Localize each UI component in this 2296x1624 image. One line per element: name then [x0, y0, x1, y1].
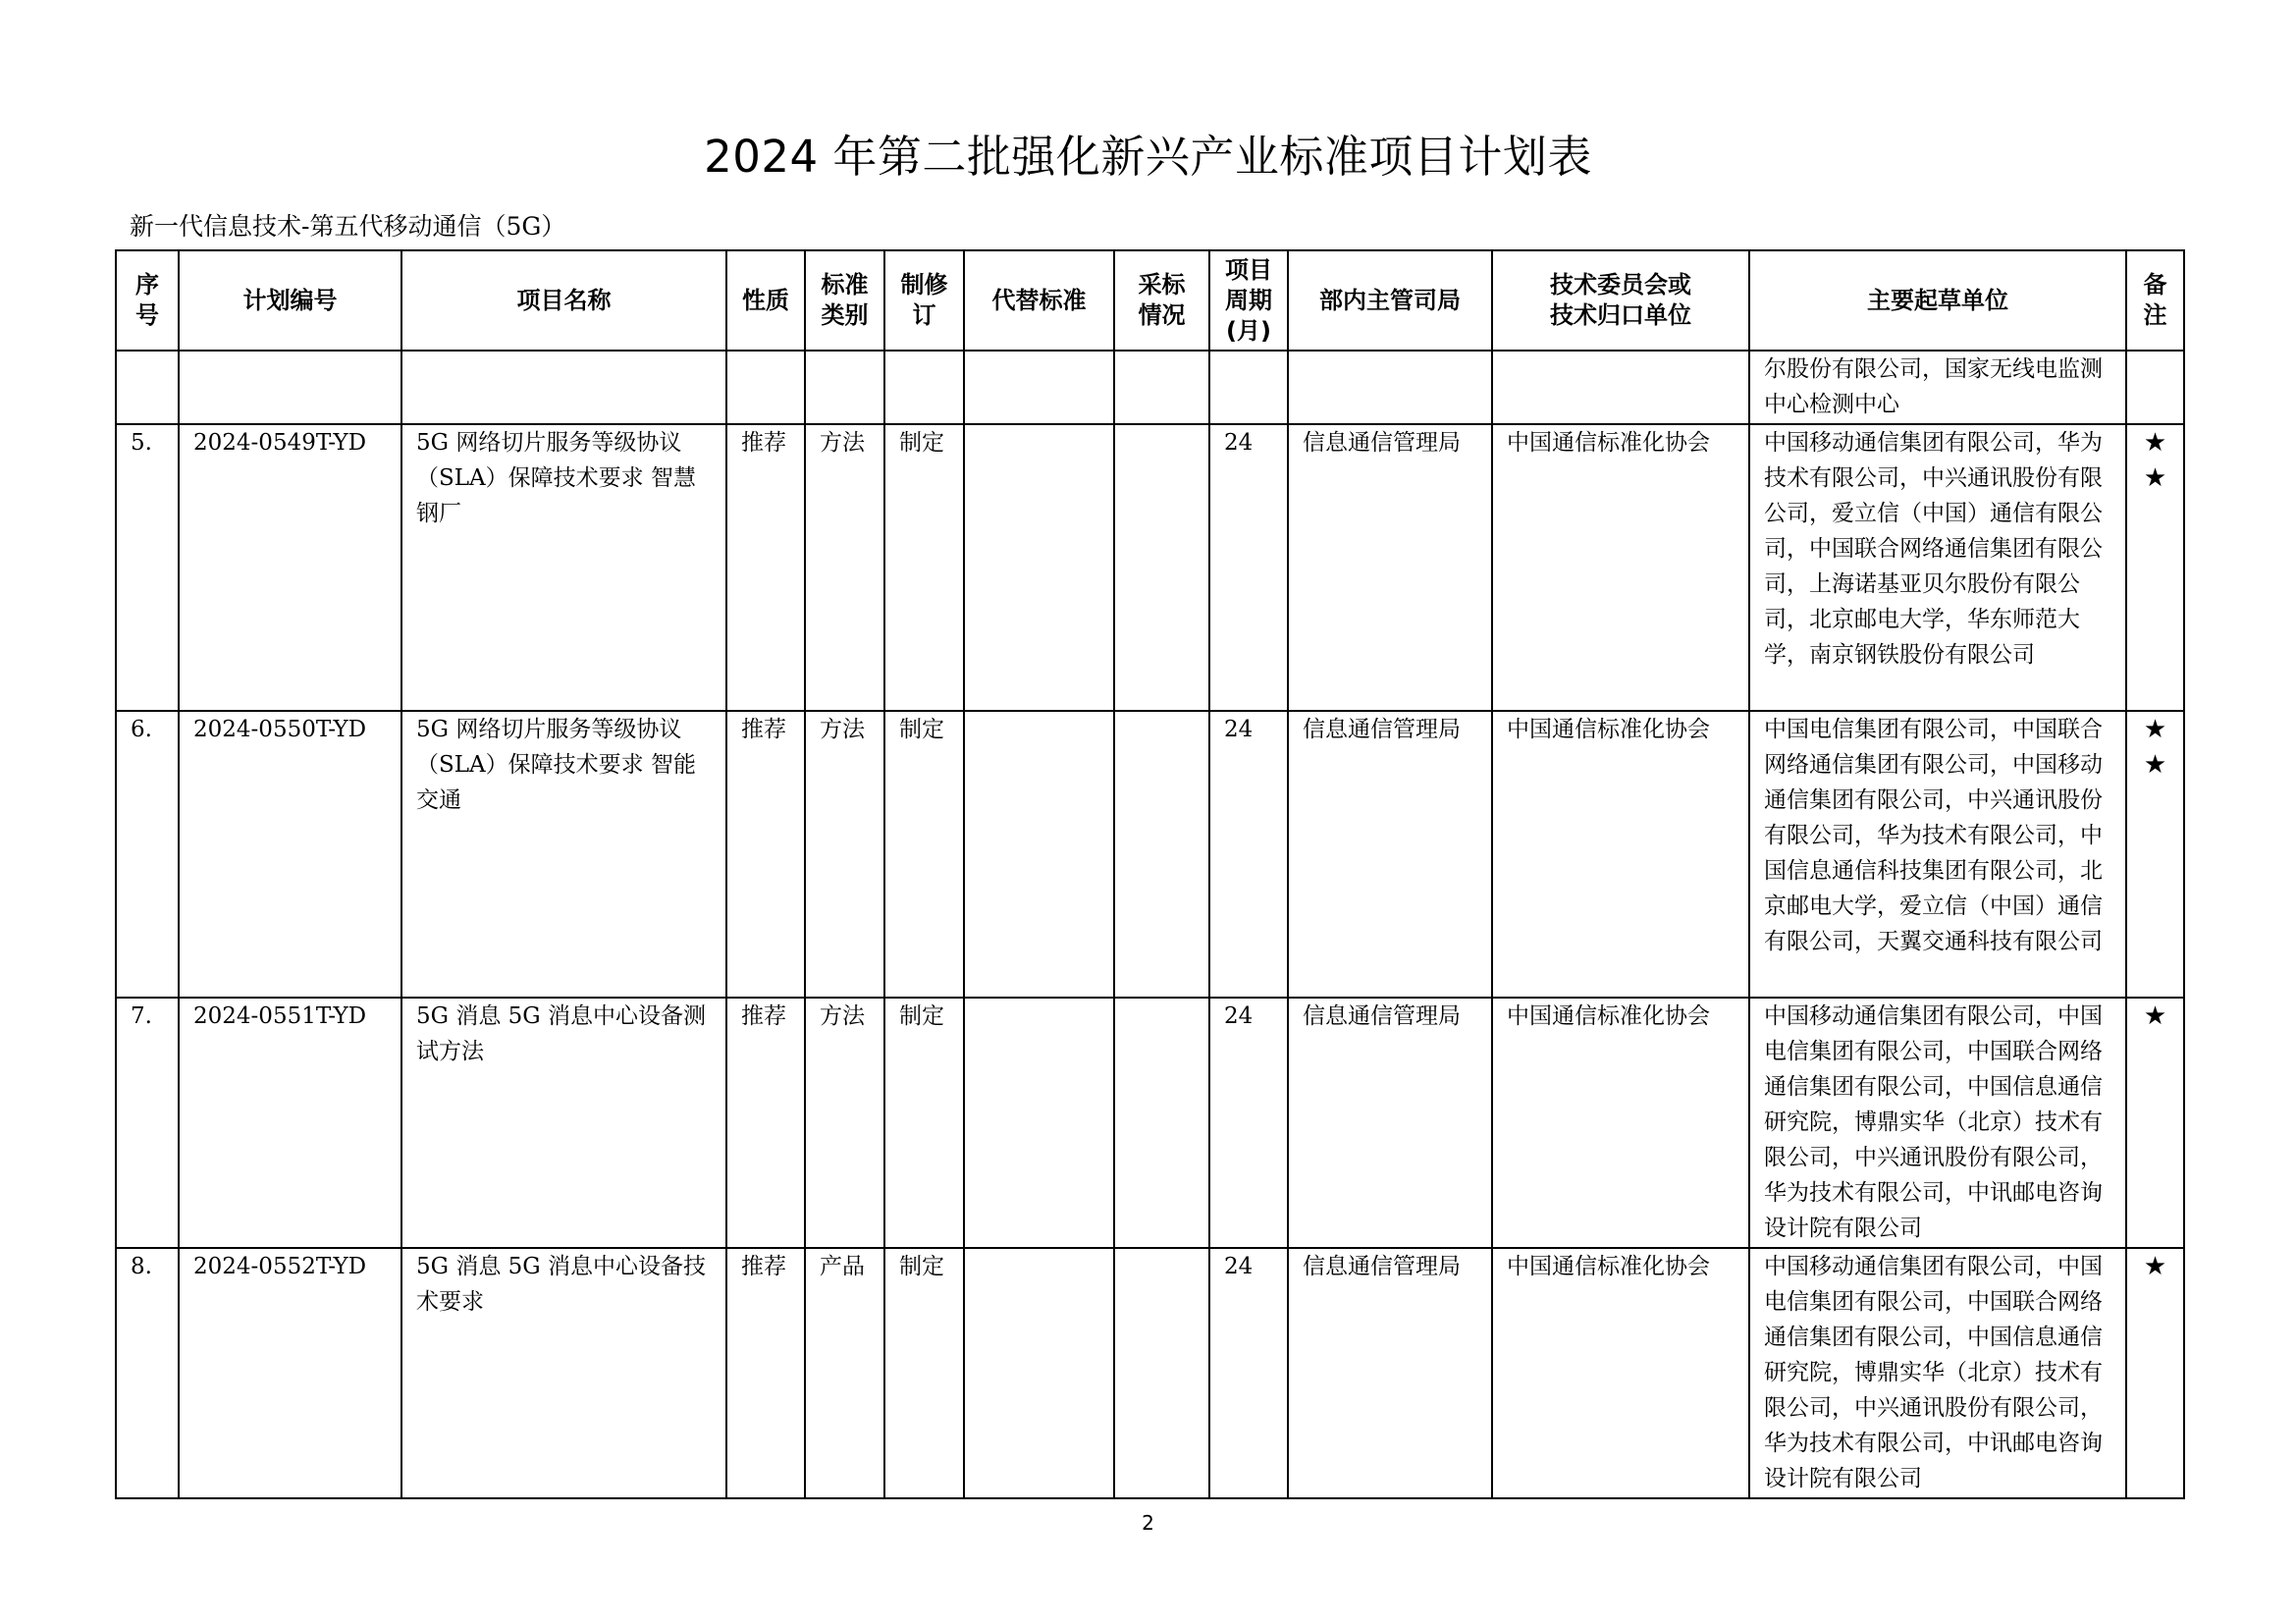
cell-replace	[964, 1248, 1114, 1498]
cell-code: 2024-0550T-YD	[179, 711, 401, 998]
cell-note	[2126, 1248, 2184, 1498]
header-dept: 部内主管司局	[1288, 250, 1492, 351]
header-revision: 制修 订	[884, 250, 964, 351]
cell-dept: 信息通信管理局	[1288, 998, 1492, 1248]
cell-dept: 信息通信管理局	[1288, 711, 1492, 998]
cell-type: 方法	[805, 711, 884, 998]
cell-nature: 推荐	[726, 998, 805, 1248]
star-icon: ★	[2143, 463, 2167, 493]
cell-committee: 中国通信标准化协会	[1492, 711, 1749, 998]
table-row-continuation	[116, 351, 2184, 424]
cell-no: 5.	[116, 424, 179, 711]
cell-nature: 推荐	[726, 424, 805, 711]
cell-name: 5G 消息 5G 消息中心设备技术要求	[401, 1248, 726, 1498]
cell-code	[179, 351, 401, 424]
cell-revision: 制定	[884, 998, 964, 1248]
star-icon: ★	[2143, 715, 2167, 744]
cell-code: 2024-0549T-YD	[179, 424, 401, 711]
header-period: 项目 周期 (月)	[1209, 250, 1288, 351]
table-row	[116, 424, 2184, 711]
cell-adopt	[1114, 1248, 1209, 1498]
cell-drafters: 尔股份有限公司，国家无线电监测中心检测中心	[1749, 351, 2126, 424]
star-icon: ★	[2143, 750, 2167, 780]
cell-note	[2126, 424, 2184, 711]
cell-committee: 中国通信标准化协会	[1492, 998, 1749, 1248]
cell-committee: 中国通信标准化协会	[1492, 1248, 1749, 1498]
page-title: 2024 年第二批强化新兴产业标准项目计划表	[704, 131, 1592, 183]
cell-nature: 推荐	[726, 711, 805, 998]
header-note: 备 注	[2126, 250, 2184, 351]
cell-name: 5G 消息 5G 消息中心设备测试方法	[401, 998, 726, 1248]
cell-type: 产品	[805, 1248, 884, 1498]
plan-table	[115, 249, 2185, 1499]
cell-code: 2024-0551T-YD	[179, 998, 401, 1248]
cell-drafters: 中国电信集团有限公司，中国联合网络通信集团有限公司，中国移动通信集团有限公司，中兴通讯股份有限公司，华为技术有限公司，中国信息通信科技集团有限公司，北京邮电大学，爱立信（中国）通信有限公司，天翼交通科技有限公司	[1749, 711, 2126, 998]
cell-type: 方法	[805, 998, 884, 1248]
cell-revision: 制定	[884, 711, 964, 998]
category-heading: 新一代信息技术-第五代移动通信（5G）	[130, 212, 566, 241]
cell-code: 2024-0552T-YD	[179, 1248, 401, 1498]
cell-adopt	[1114, 424, 1209, 711]
header-nature: 性质	[726, 250, 805, 351]
cell-drafters: 中国移动通信集团有限公司，中国电信集团有限公司，中国联合网络通信集团有限公司，中国信息通信研究院，博鼎实华（北京）技术有限公司，中兴通讯股份有限公司，华为技术有限公司，中讯邮电咨询设计院有限公司	[1749, 998, 2126, 1248]
cell-no: 7.	[116, 998, 179, 1248]
cell-adopt	[1114, 998, 1209, 1248]
header-type: 标准 类别	[805, 250, 884, 351]
header-replace: 代替标准	[964, 250, 1114, 351]
cell-committee: 中国通信标准化协会	[1492, 424, 1749, 711]
cell-note	[2126, 711, 2184, 998]
star-icon: ★	[2143, 1001, 2167, 1031]
cell-no	[116, 351, 179, 424]
cell-dept	[1288, 351, 1492, 424]
table-row	[116, 998, 2184, 1248]
cell-note	[2126, 998, 2184, 1248]
star-icon: ★	[2143, 428, 2167, 458]
cell-dept: 信息通信管理局	[1288, 424, 1492, 711]
cell-period: 24	[1209, 424, 1288, 711]
star-icon: ★	[2143, 1252, 2167, 1281]
cell-period: 24	[1209, 711, 1288, 998]
cell-dept: 信息通信管理局	[1288, 1248, 1492, 1498]
header-no: 序 号	[116, 250, 179, 351]
cell-drafters: 中国移动通信集团有限公司，华为技术有限公司，中兴通讯股份有限公司，爱立信（中国）通信有限公司，中国联合网络通信集团有限公司，上海诺基亚贝尔股份有限公司，北京邮电大学，华东师范大学，南京钢铁股份有限公司	[1749, 424, 2126, 711]
page-number: 2	[1142, 1511, 1154, 1535]
cell-period: 24	[1209, 998, 1288, 1248]
header-adopt: 采标 情况	[1114, 250, 1209, 351]
cell-note	[2126, 351, 2184, 424]
cell-committee	[1492, 351, 1749, 424]
header-drafters: 主要起草单位	[1749, 250, 2126, 351]
cell-replace	[964, 351, 1114, 424]
cell-revision: 制定	[884, 1248, 964, 1498]
cell-type: 方法	[805, 424, 884, 711]
cell-type	[805, 351, 884, 424]
cell-no: 8.	[116, 1248, 179, 1498]
cell-name: 5G 网络切片服务等级协议（SLA）保障技术要求 智慧钢厂	[401, 424, 726, 711]
table-row	[116, 1248, 2184, 1498]
header-code: 计划编号	[179, 250, 401, 351]
table-row	[116, 711, 2184, 998]
cell-name	[401, 351, 726, 424]
cell-nature: 推荐	[726, 1248, 805, 1498]
cell-no: 6.	[116, 711, 179, 998]
cell-replace	[964, 424, 1114, 711]
cell-revision: 制定	[884, 424, 964, 711]
cell-adopt	[1114, 711, 1209, 998]
header-name: 项目名称	[401, 250, 726, 351]
cell-revision	[884, 351, 964, 424]
header-committee: 技术委员会或 技术归口单位	[1492, 250, 1749, 351]
table-header-row	[116, 250, 2184, 351]
cell-replace	[964, 711, 1114, 998]
cell-nature	[726, 351, 805, 424]
cell-period: 24	[1209, 1248, 1288, 1498]
cell-adopt	[1114, 351, 1209, 424]
cell-replace	[964, 998, 1114, 1248]
cell-drafters: 中国移动通信集团有限公司，中国电信集团有限公司，中国联合网络通信集团有限公司，中国信息通信研究院，博鼎实华（北京）技术有限公司，中兴通讯股份有限公司，华为技术有限公司，中讯邮电咨询设计院有限公司	[1749, 1248, 2126, 1498]
cell-name: 5G 网络切片服务等级协议（SLA）保障技术要求 智能交通	[401, 711, 726, 998]
cell-period	[1209, 351, 1288, 424]
